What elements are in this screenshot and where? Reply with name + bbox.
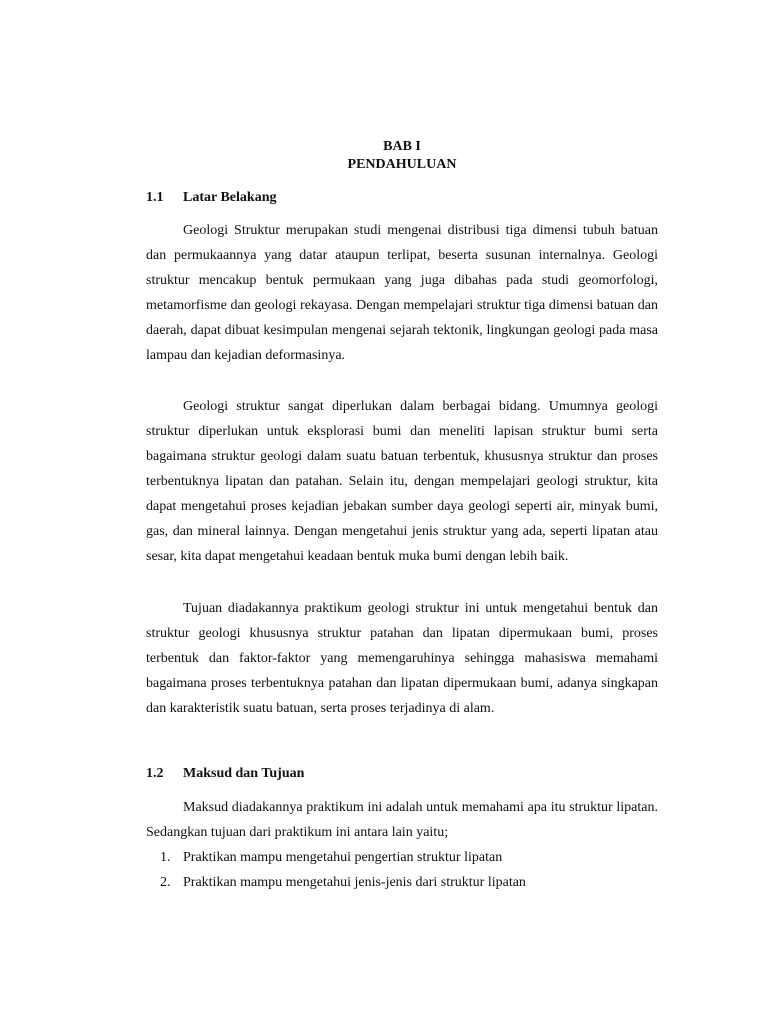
section-heading-maksud-dan-tujuan (146, 765, 304, 783)
section-heading-latar-belakang (146, 189, 276, 207)
list-item (146, 845, 658, 870)
section-title: Maksud dan Tujuan (183, 766, 305, 781)
section-number: 1.2 (146, 766, 164, 781)
list-marker: 2. (160, 875, 171, 890)
paragraph-2: Geologi struktur sangat diperlukan dalam berbagai bidang. Umumnya geologi struktur diperlukan untuk eksplorasi bumi dan meneliti lapisan struktur bumi serta bagaimana struktur geologi dalam suatu batuan terbentuk, khususnya struktur dan proses terbentuknya lipatan dan patahan. Selain itu, dengan mempelajari geologi struktur, kita dapat mengetahui proses kejadian jebakan sumber daya geologi seperti air, minyak bumi, gas, dan mineral lainnya. Dengan mengetahui jenis struktur yang ada, seperti lipatan atau sesar, kita dapat mengetahui keadaan bentuk muka bumi dengan lebih baik. (146, 399, 658, 564)
list-item-text: Praktikan mampu mengetahui pengertian struktur lipatan (183, 850, 503, 865)
section-number: 1.1 (146, 190, 164, 205)
paragraph-4: Maksud diadakannya praktikum ini adalah untuk memahami apa itu struktur lipatan. Sedangkan tujuan dari praktikum ini antara lain yaitu; (146, 800, 658, 840)
section-title: Latar Belakang (183, 190, 277, 205)
chapter-heading (146, 138, 658, 174)
list-marker: 1. (160, 850, 171, 865)
chapter-label: BAB I (383, 139, 421, 154)
chapter-title: PENDAHULUAN (347, 157, 457, 172)
paragraph-1: Geologi Struktur merupakan studi mengenai distribusi tiga dimensi tubuh batuan dan permukaannya yang datar ataupun terlipat, beserta susunan internalnya. Geologi struktur mencakup bentuk permukaan yang juga dibahas pada studi geomorfologi, metamorfisme dan geologi rekayasa. Dengan mempelajari struktur tiga dimensi batuan dan daerah, dapat dibuat kesimpulan mengenai sejarah tektonik, lingkungan geologi pada masa lampau dan kejadian deformasinya. (146, 223, 658, 363)
list-item (146, 870, 658, 895)
list-item-text: Praktikan mampu mengetahui jenis-jenis dari struktur lipatan (183, 875, 526, 890)
paragraph-3: Tujuan diadakannya praktikum geologi struktur ini untuk mengetahui bentuk dan struktur geologi khususnya struktur patahan dan lipatan dipermukaan bumi, proses terbentuk dan faktor-faktor yang memengaruhinya sehingga mahasiswa memahami bagaimana proses terbentuknya patahan dan lipatan dipermukaan bumi, adanya singkapan dan karakteristik suatu batuan, serta proses terjadinya di alam. (146, 601, 658, 716)
objectives-list (146, 845, 658, 895)
